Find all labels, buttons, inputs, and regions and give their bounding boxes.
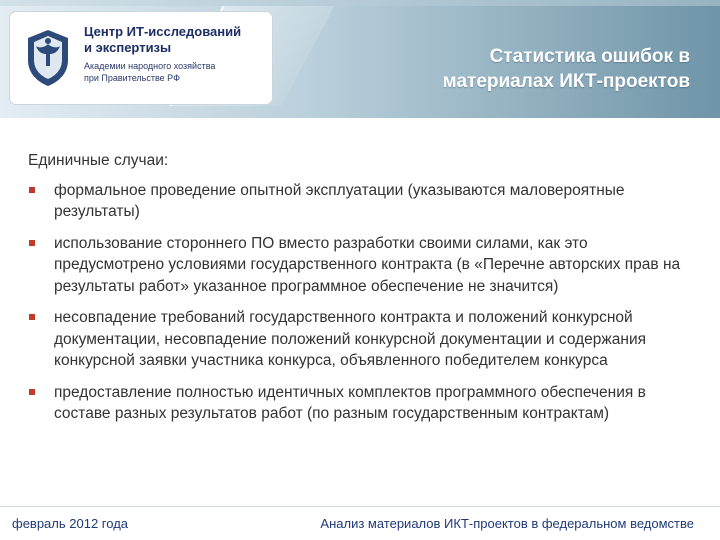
header-banner: [0, 0, 720, 118]
logo-org-name-2: и экспертизы: [84, 40, 172, 55]
bullet-list: [28, 180, 696, 425]
intro-text: Единичные случаи:: [28, 152, 169, 169]
square-bullet-icon: [29, 240, 35, 246]
slide-title-line-1: Статистика ошибок в: [489, 46, 690, 67]
bullet-text: предоставление полностью идентичных комплектов программного обеспечения в составе разных результатов работ (по разным государственным контрактам): [54, 383, 646, 422]
bullet-item: [28, 233, 696, 298]
slide-content: [28, 150, 696, 435]
bullet-text: использование стороннего ПО вместо разработки своими силами, как это предусмотрено условиями государственного контракта (в «Перечне авторских прав на результаты работ» указанное программное обеспечение не значится): [54, 234, 681, 295]
square-bullet-icon: [29, 389, 35, 395]
square-bullet-icon: [29, 314, 35, 320]
bullet-text: несовпадение требований государственного контракта и положений конкурсной документации, несовпадение положений конкурсной документации и содержания конкурсной заявки участника конкурса, объявленного победителем конкурса: [54, 309, 646, 369]
square-bullet-icon: [29, 187, 35, 193]
slide-title-line-2: материалах ИКТ-проектов: [442, 71, 690, 92]
bullet-item: [28, 382, 696, 425]
footer-divider: [0, 506, 720, 507]
header-stripe: [0, 0, 720, 6]
logo-parent-org: Академии народного хозяйства: [84, 61, 216, 71]
bullet-item: [28, 180, 696, 223]
logo-text: [84, 24, 264, 84]
slide-title: [310, 44, 690, 94]
bullet-text: формальное проведение опытной эксплуатации (указываются маловероятные результаты): [54, 181, 625, 220]
logo-parent-org-2: при Правительстве РФ: [84, 73, 180, 83]
eagle-emblem-icon: [22, 26, 74, 88]
footer-caption: Анализ материалов ИКТ-проектов в федеральном ведомстве: [320, 516, 694, 531]
logo-org-name: Центр ИТ-исследований: [84, 24, 242, 39]
footer-date: февраль 2012 года: [12, 516, 129, 531]
bullet-item: [28, 307, 696, 372]
